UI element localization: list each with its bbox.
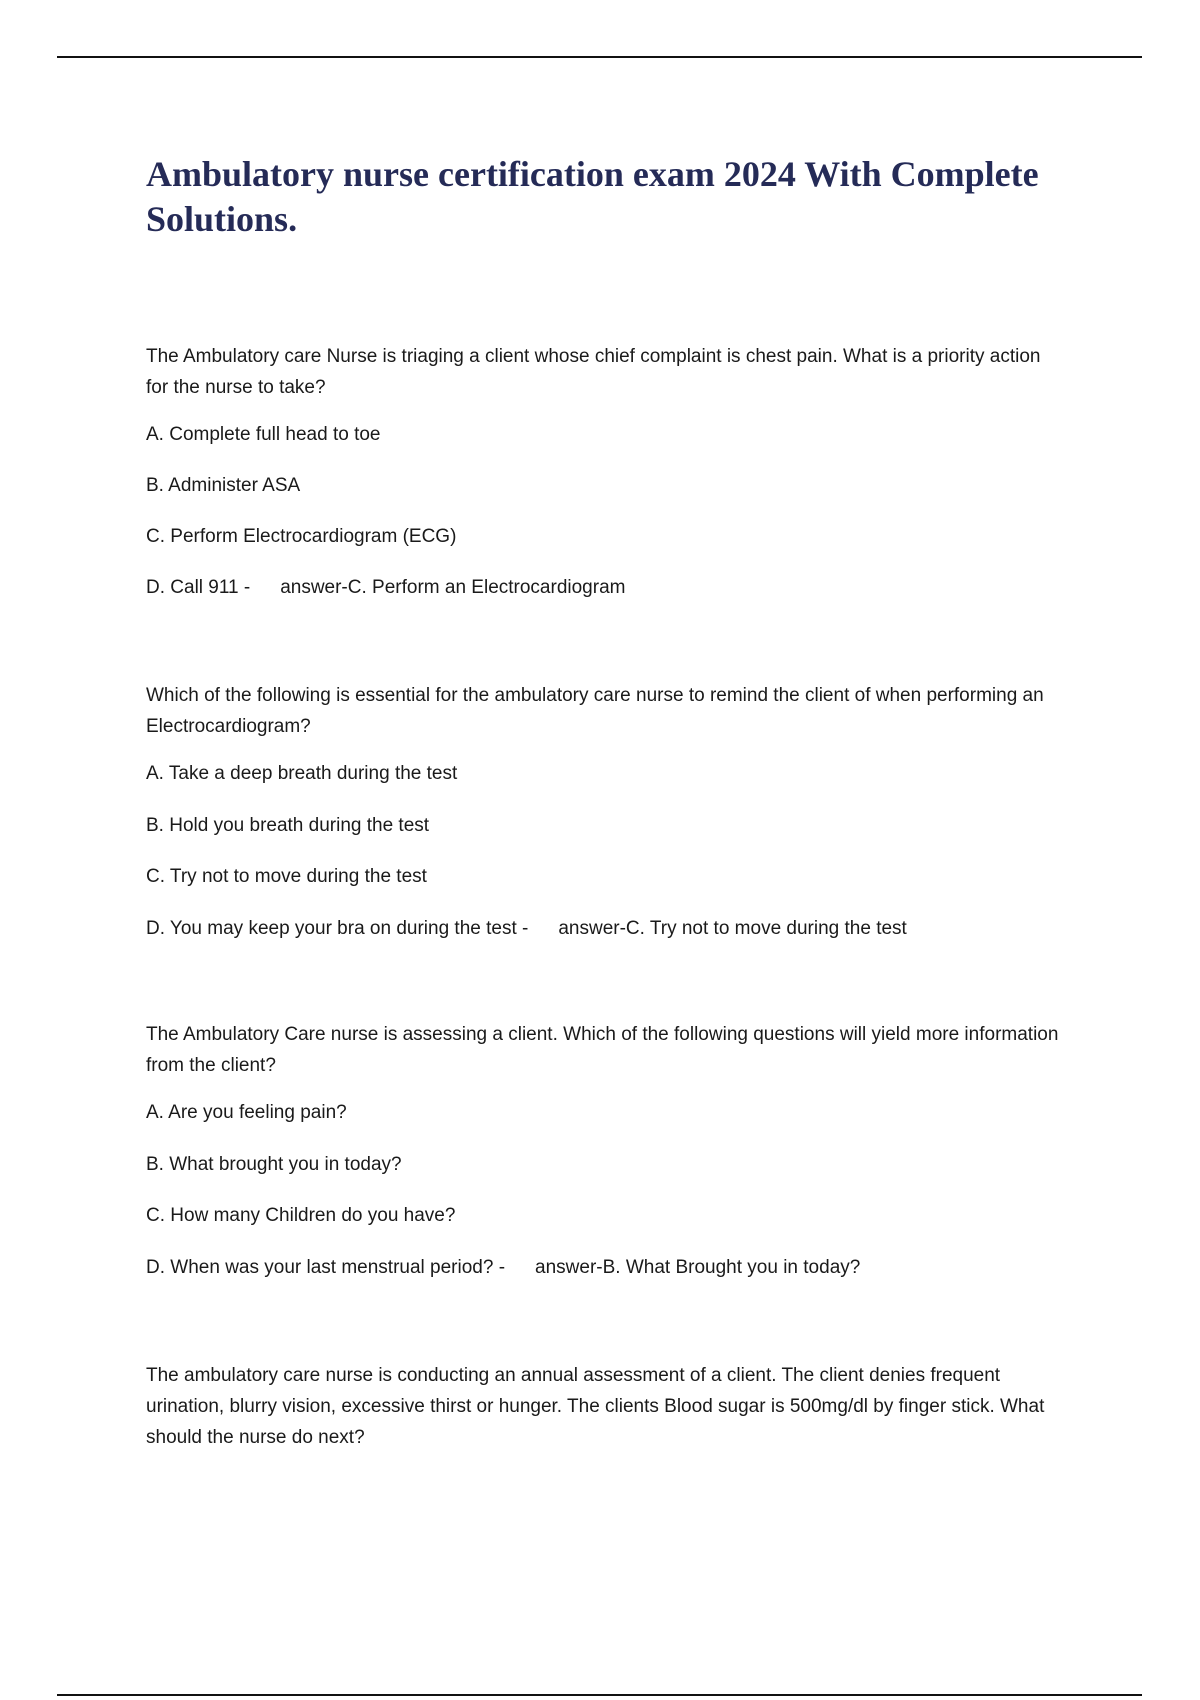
footer-rule [57, 1694, 1142, 1696]
option-c: C. Try not to move during the test [146, 866, 427, 887]
answer-text: answer-C. Try not to move during the test [558, 918, 907, 939]
option-a: A. Complete full head to toe [146, 424, 381, 445]
question-text: The Ambulatory care Nurse is triaging a client whose chief complaint is chest pain. What is a priority action for the nurse to take? [146, 346, 1041, 398]
answer-text: answer-C. Perform an Electrocardiogram [280, 577, 626, 598]
option-c: C. How many Children do you have? [146, 1205, 456, 1226]
option-b: B. Hold you breath during the test [146, 815, 430, 836]
option-a: A. Are you feeling pain? [146, 1102, 347, 1123]
question-block [146, 1019, 1066, 1283]
option-d: D. Call 911 - [146, 577, 251, 598]
question-block [146, 1360, 1066, 1453]
question-block [146, 341, 1066, 603]
question-block [146, 680, 1066, 944]
question-text: The Ambulatory Care nurse is assessing a client. Which of the following questions will yield more information from the client? [146, 1024, 1059, 1076]
question-text: Which of the following is essential for the ambulatory care nurse to remind the client of when performing an Electrocardiogram? [146, 685, 1044, 737]
option-d: D. You may keep your bra on during the test - [146, 918, 529, 939]
option-d: D. When was your last menstrual period? - [146, 1257, 506, 1278]
option-d-with-answer [146, 572, 1066, 603]
option-c: C. Perform Electrocardiogram (ECG) [146, 526, 457, 547]
document-title: Ambulatory nurse certification exam 2024 With Complete Solutions. [146, 154, 1039, 239]
header-rule [57, 56, 1142, 58]
question-text: The ambulatory care nurse is conducting an annual assessment of a client. The client denies frequent urination, blurry vision, excessive thirst or hunger. The clients Blood sugar is 500mg/dl by finger stick. What should the nurse do next? [146, 1365, 1045, 1448]
option-b: B. What brought you in today? [146, 1154, 402, 1175]
option-d-with-answer [146, 1252, 1066, 1283]
answer-text: answer-B. What Brought you in today? [535, 1257, 861, 1278]
option-d-with-answer [146, 913, 1066, 944]
option-b: B. Administer ASA [146, 475, 301, 496]
option-a: A. Take a deep breath during the test [146, 763, 458, 784]
